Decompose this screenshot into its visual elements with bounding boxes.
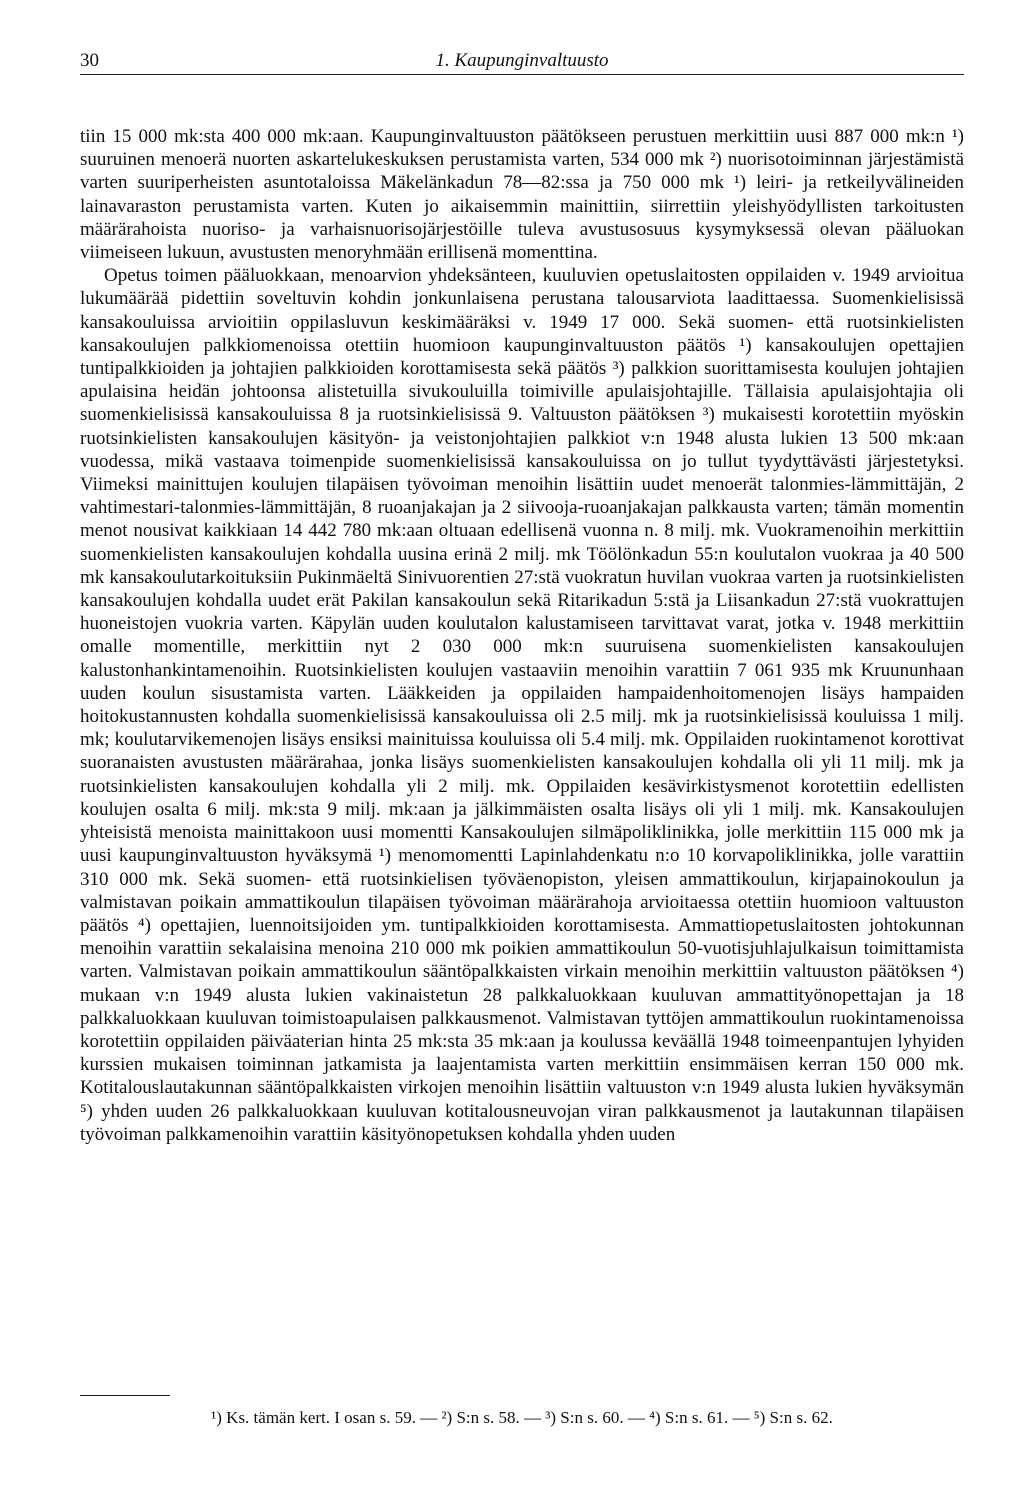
- footnotes: ¹) Ks. tämän kert. I osan s. 59. — ²) S:n s. 58. — ³) S:n s. 60. — ⁴) S:n s. 61. — ⁵) S:n s. 62.: [211, 1408, 833, 1427]
- page-header: [80, 30, 964, 75]
- footnote-divider: [80, 1395, 170, 1396]
- document-page: [80, 30, 964, 1146]
- running-title: 1. Kaupunginvaltuusto: [435, 50, 609, 71]
- paragraph: Opetus toimen pääluokkaan, menoarvion yhdeksänteen, kuuluvien opetuslaitosten oppilaiden v. 1949 arvioitua lukumäärää pidettiin soveltuvin kohdin jonkunlaisena perustana talousarviota laadittaessa. Suomenkielisissä kansakouluissa arvioitiin oppilasluvun keskimääräksi v. 1949 17 000. Sekä suomen- että ruotsinkielisten kansakoulujen palkkiomenoissa otettiin huomioon kaupunginvaltuuston päätös ¹) kansakoulujen opettajien tuntipalkkioiden ja johtajien palkkioiden korottamisesta sekä päätös ³) palkkion suorittamisesta koulujen johtajien apulaisina heidän johtoonsa alistetuilla sivukouluilla toimiville apulaisjohtajille. Tällaisia apulaisjohtajia oli suomenkielisissä kansakouluissa 8 ja ruotsinkielisissä 9. Valtuuston päätöksen ³) mukaisesti korotettiin myöskin ruotsinkielisten kansakoulujen käsityön- ja veistonjohtajien palkkiot v:n 1948 alusta lukien 13 500 mk:aan vuodessa, mikä vastaava toimenpide suomenkielisissä kansakouluissa on jo tullut tyydyttävästi järjestetyksi. Viimeksi mainittujen koulujen tilapäisen työvoiman menoihin lisättiin uudet menoerät talonmies-lämmittäjän, 2 vahtimestari-talonmies-lämmittäjän, 8 ruoanjakajan ja 2 siivooja-ruoanjakajan palkkausta varten; tämän momentin menot nousivat kaikkiaan 14 442 780 mk:aan oltuaan edellisenä vuonna n. 8 milj. mk. Vuokramenoihin merkittiin suomenkielisten kansakoulujen kohdalla uusina erinä 2 milj. mk Töölönkadun 55:n koulutalon vuokraa ja 40 500 mk kansakoulutarkoituksiin Pukinmäeltä Sinivuorentien 27:stä vuokratun huvilan vuokraa varten ja ruotsinkielisten kansakoulujen kohdalla uudet erät Pakilan kansakoulun sekä Ritarikadun 5:stä ja Liisankadun 27:stä vuokrattujen huoneistojen vuokria varten. Käpylän uuden koulutalon kalustamiseen tarvittavat varat, jotka v. 1948 merkittiin omalle momentille, merkittiin nyt 2 030 000 mk:n suuruisena suomenkielisten kansakoulujen kalustonhankintamenoihin. Ruotsinkielisten koulujen vastaaviin menoihin varattiin 7 061 935 mk Kruununhaan uuden koulun sisustamista varten. Lääkkeiden ja oppilaiden hampaidenhoitomenojen lisäys hampaiden hoitokustannusten kohdalla suomenkielisissä kansakouluissa oli 2.5 milj. mk ja ruotsinkielisissä kouluissa 1 milj. mk; koulutarvikemenojen lisäys ensiksi mainituissa kouluissa oli 5.4 milj. mk. Oppilaiden ruokintamenot korottivat suoranaisten avustusten määrärahaa, jonka lisäys suomenkielisten kansakoulujen kohdalla oli yli 11 milj. mk ja ruotsinkielisten kansakoulujen kohdalla yli 2 milj. mk. Oppilaiden kesävirkistysmenot korotettiin edellisten koulujen osalta 6 milj. mk:sta 9 milj. mk:aan ja jälkimmäisten osalta lisäys oli yli 1 milj. mk. Kansakoulujen yhteisistä menoista mainittakoon uusi momentti Kansakoulujen silmäpoliklinikka, jolle merkittiin 115 000 mk ja uusi kaupunginvaltuuston hyväksymä ¹) menomomentti Lapinlahdenkatu n:o 10 korvapoliklinikka, jolle varattiin 310 000 mk. Sekä suomen- että ruotsinkielisen työväenopiston, yleisen ammattikoulun, kirjapainokoulun ja valmistavan poikain ammattikoulun tilapäisen työvoiman määrärahoja arvioitaessa otettiin huomioon valtuuston päätös ⁴) opettajien, luennoitsijoiden ym. tuntipalkkioiden korottamisesta. Ammattiopetuslaitosten johtokunnan menoihin varattiin sekalaisina menoina 210 000 mk poikien ammattikoulun 50-vuotisjuhlajulkaisun toimittamista varten. Valmistavan poikain ammattikoulun sääntöpalkkaisten virkain menoihin merkittiin valtuuston päätöksen ⁴) mukaan v:n 1949 alusta lukien vakinaistetun 28 palkkaluokkaan kuuluvan ammattityönopettajan ja 18 palkkaluokkaan kuuluvan toimistoapulaisen palkkausmenot. Valmistavan tyttöjen ammattikoulun ruokintamenoissa korotettiin oppilaiden päiväaterian hinta 25 mk:sta 35 mk:aan ja koulussa keväällä 1948 toimeenpantujen lyhyiden kurssien mukaisen toiminnan jatkamista ja laajentamista varten merkittiin ensimmäisen kerran 150 000 mk. Kotitalouslautakunnan sääntöpalkkaisten virkojen menoihin lisättiin valtuuston v:n 1949 alusta lukien hyväksymän ⁵) yhden uuden 26 palkkaluokkaan kuuluvan kotitalousneuvojan viran palkkausmenot ja lautakunnan tilapäisen työvoiman palkkamenoihin varattiin käsityönopetuksen kohdalla yhden uuden: [80, 265, 964, 1145]
- paragraph: tiin 15 000 mk:sta 400 000 mk:aan. Kaupunginvaltuuston päätökseen perustuen merkittiin uusi 887 000 mk:n ¹) suuruinen menoerä nuorten askartelukeskuksen perustamista varten, 534 000 mk ²) nuorisotoiminnan järjestämistä varten suuriperheisten asuntotaloissa Mäkelänkadun 78—82:ssa ja 750 000 mk ¹) leiri- ja retkeilyvälineiden lainavaraston perustamista varten. Kuten jo aikaisemmin mainittiin, siirrettiin yleishyödyllisten tarkoitusten määrärahoista nuoriso- ja varhaisnuorisojärjestöille tuleva avustusosuus kysymyksessä olevan pääluokan viimeiseen lukuun, avustusten menoryhmään erillisenä momenttina.: [80, 126, 964, 264]
- body-text: [80, 125, 964, 1146]
- page-number: 30: [80, 50, 99, 71]
